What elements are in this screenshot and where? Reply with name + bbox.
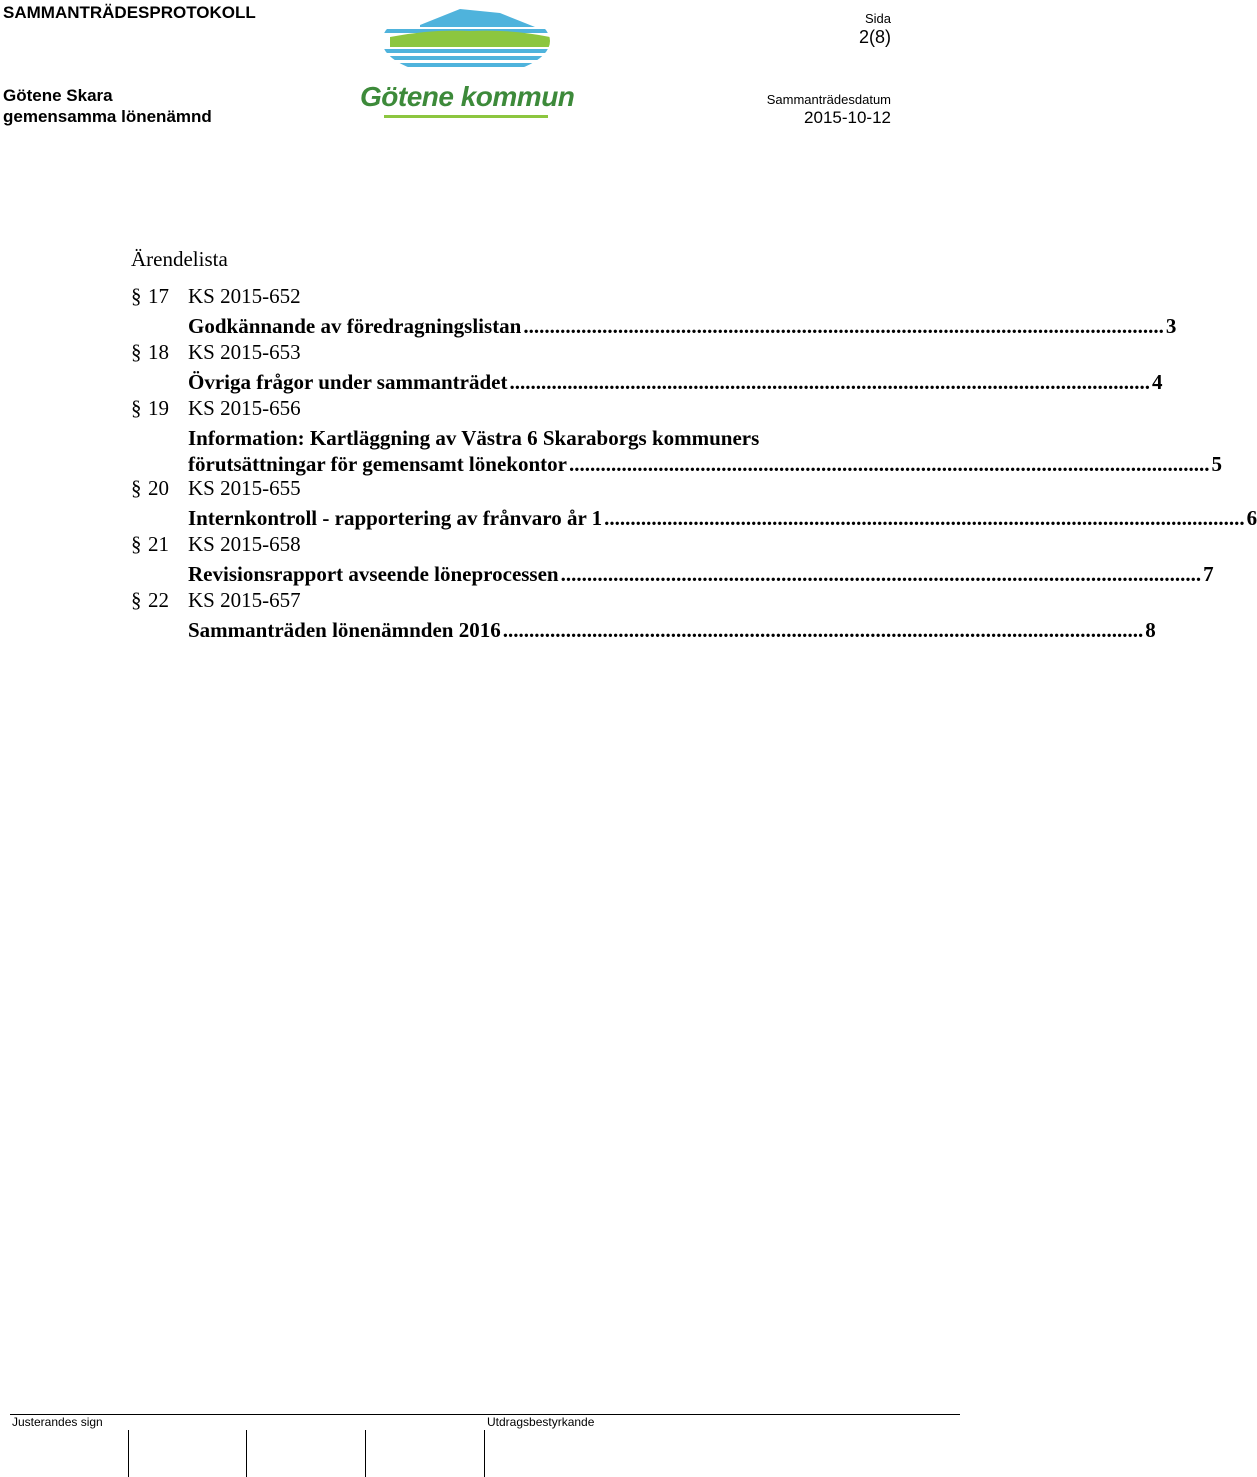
agenda-item[interactable]	[131, 531, 1214, 587]
extract-certification-label: Utdragsbestyrkande	[487, 1415, 595, 1429]
page-label: Sida	[864, 11, 891, 26]
toc-leader: ..........................................................................................................................	[560, 562, 1202, 586]
item-page: 8	[1145, 618, 1156, 642]
item-title: Sammanträden lönenämnden 2016	[188, 618, 501, 642]
agenda-item[interactable]	[131, 475, 1257, 531]
toc-leader: ..........................................................................................................................	[523, 314, 1164, 338]
item-title: Information: Kartläggning av Västra 6 Skaraborgs kommuners	[188, 426, 760, 450]
protocol-title: SAMMANTRÄDESPROTOKOLL	[3, 3, 256, 22]
item-title: Internkontroll - rapportering av frånvaro år 1	[188, 506, 603, 530]
agenda-heading: Ärendelista	[131, 247, 228, 271]
meeting-date-label: Sammanträdesdatum	[766, 92, 891, 107]
section-symbol: §	[131, 284, 142, 308]
section-symbol: §	[131, 476, 142, 500]
item-page: 4	[1151, 370, 1163, 394]
toc-leader: ..........................................................................................................................	[509, 370, 1150, 394]
agenda-item[interactable]	[131, 587, 1156, 643]
item-title: Övriga frågor under sammanträdet	[188, 370, 508, 394]
item-number: 20	[148, 476, 169, 500]
item-title-continued: förutsättningar för gemensamt lönekontor	[188, 452, 567, 476]
section-symbol: §	[131, 396, 142, 420]
case-number: KS 2015-655	[188, 476, 301, 500]
item-number: 22	[148, 588, 169, 612]
municipality-logo	[360, 3, 575, 123]
committee-name: gemensamma lönenämnd	[3, 107, 212, 126]
section-symbol: §	[131, 340, 142, 364]
case-number: KS 2015-658	[188, 532, 301, 556]
toc-leader: ..........................................................................................................................	[568, 452, 1210, 476]
item-number: 19	[148, 396, 169, 420]
item-title: Godkännande av föredragningslistan	[188, 314, 522, 338]
case-number: KS 2015-652	[188, 284, 301, 308]
item-page: 7	[1203, 562, 1214, 586]
signature-box-divider	[484, 1430, 485, 1477]
agenda-item[interactable]	[131, 395, 1222, 477]
footer-divider	[10, 1414, 960, 1415]
item-page: 3	[1165, 314, 1177, 338]
signature-box-divider	[365, 1430, 366, 1477]
section-symbol: §	[131, 532, 142, 556]
section-symbol: §	[131, 588, 142, 612]
agenda-item[interactable]	[131, 283, 1177, 339]
meeting-date-value: 2015-10-12	[804, 108, 891, 127]
toc-leader: ..........................................................................................................................	[502, 618, 1144, 642]
case-number: KS 2015-657	[188, 588, 301, 612]
agenda-item[interactable]	[131, 339, 1163, 395]
signature-box-divider	[128, 1430, 129, 1477]
case-number: KS 2015-656	[188, 396, 301, 420]
adjuster-signature-label: Justerandes sign	[12, 1415, 103, 1429]
item-page: 6	[1246, 506, 1257, 530]
logo-emblem-icon	[360, 3, 572, 83]
signature-box-divider	[246, 1430, 247, 1477]
item-page: 5	[1211, 452, 1222, 476]
item-title: Revisionsrapport avseende löneprocessen	[188, 562, 559, 586]
case-number: KS 2015-653	[188, 340, 301, 364]
logo-wordmark: Götene kommun	[360, 81, 575, 112]
organization-name: Götene Skara	[3, 86, 113, 105]
item-number: 17	[148, 284, 169, 308]
item-number: 21	[148, 532, 169, 556]
toc-leader: ..........................................................................................................................	[604, 506, 1245, 530]
item-number: 18	[148, 340, 169, 364]
logo-underline	[384, 115, 548, 118]
page-number: 2(8)	[858, 27, 891, 47]
